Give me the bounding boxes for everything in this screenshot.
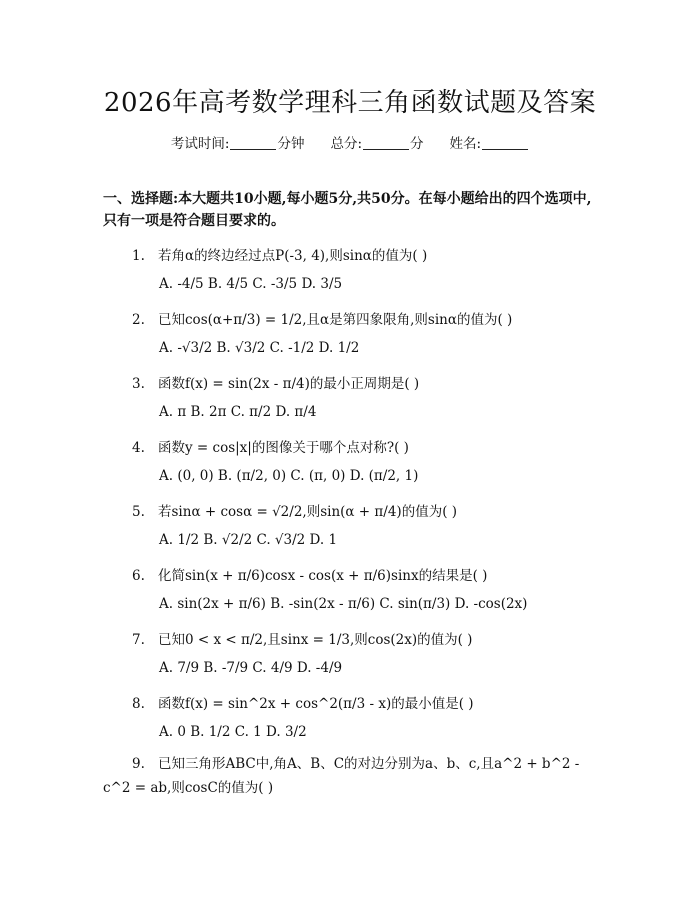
score-unit: 分 [410,136,424,152]
question-text: 若角α的终边经过点P(-3, 4),则sinα的值为( ) [158,248,428,264]
time-unit: 分钟 [277,136,305,152]
question-text: 已知0 < x < π/2,且sinx = 1/3,则cos(2x)的值为( ) [158,632,473,648]
time-label: 考试时间: [170,136,230,152]
score-blank [363,137,409,150]
question-8-options: A. 0 B. 1/2 C. 1 D. 3/2 [159,724,307,740]
question-2: 2. 已知cos(α+π/3) = 1/2,且α是第四象限角,则sinα的值为( ) [132,312,513,328]
question-9: 9. 已知三角形ABC中,角A、B、C的对边分别为a、b、c,且a^2 + b^2 - c^2 = ab,则cosC的值为( ) [103,756,580,796]
question-text: 化简sin(x + π/6)cosx - cos(x + π/6)sinx的结果是( ) [158,568,488,584]
question-1: 1. 若角α的终边经过点P(-3, 4),则sinα的值为( ) [132,248,428,264]
section-heading: 一、选择题:本大题共10小题,每小题5分,共50分。在每小题给出的四个选项中,只有一项是符合题目要求的。 [103,191,592,229]
question-5-options: A. 1/2 B. √2/2 C. √3/2 D. 1 [159,532,338,548]
question-text: 函数y = cos|x|的图像关于哪个点对称?( ) [158,440,409,456]
question-2-options: A. -√3/2 B. √3/2 C. -1/2 D. 1/2 [159,340,360,356]
question-text: 若sinα + cosα = √2/2,则sin(α + π/4)的值为( ) [158,504,458,520]
question-6-options: A. sin(2x + π/6) B. -sin(2x - π/6) C. sin(π/3) D. -cos(2x) [159,596,528,612]
question-3-options: A. π B. 2π C. π/2 D. π/4 [159,404,317,420]
question-7-options: A. 7/9 B. -7/9 C. 4/9 D. -4/9 [159,660,343,676]
question-text: 函数f(x) = sin^2x + cos^2(π/3 - x)的最小值是( ) [158,696,474,712]
name-label: 姓名: [449,136,482,152]
question-6: 6. 化简sin(x + π/6)cosx - cos(x + π/6)sinx的结果是( ) [132,568,488,584]
question-text: 函数f(x) = sin(2x - π/4)的最小正周期是( ) [158,376,420,392]
exam-meta [0,132,700,152]
page-title: 2026年高考数学理科三角函数试题及答案 [103,88,597,118]
question-3: 3. 函数f(x) = sin(2x - π/4)的最小正周期是( ) [132,376,420,392]
question-8: 8. 函数f(x) = sin^2x + cos^2(π/3 - x)的最小值是( ) [132,696,474,712]
question-text: 已知cos(α+π/3) = 1/2,且α是第四象限角,则sinα的值为( ) [158,312,513,328]
question-5: 5. 若sinα + cosα = √2/2,则sin(α + π/4)的值为( ) [132,504,458,520]
question-4-options: A. (0, 0) B. (π/2, 0) C. (π, 0) D. (π/2, 1) [159,468,419,484]
time-blank [230,137,276,150]
question-text: 已知三角形ABC中,角A、B、C的对边分别为a、b、c,且a^2 + b^2 - c^2 = ab,则cosC的值为( ) [103,756,580,796]
score-label: 总分: [330,136,363,152]
name-blank [482,137,528,150]
question-1-options: A. -4/5 B. 4/5 C. -3/5 D. 3/5 [159,276,343,292]
question-4: 4. 函数y = cos|x|的图像关于哪个点对称?( ) [132,440,409,456]
question-7: 7. 已知0 < x < π/2,且sinx = 1/3,则cos(2x)的值为( ) [132,632,473,648]
